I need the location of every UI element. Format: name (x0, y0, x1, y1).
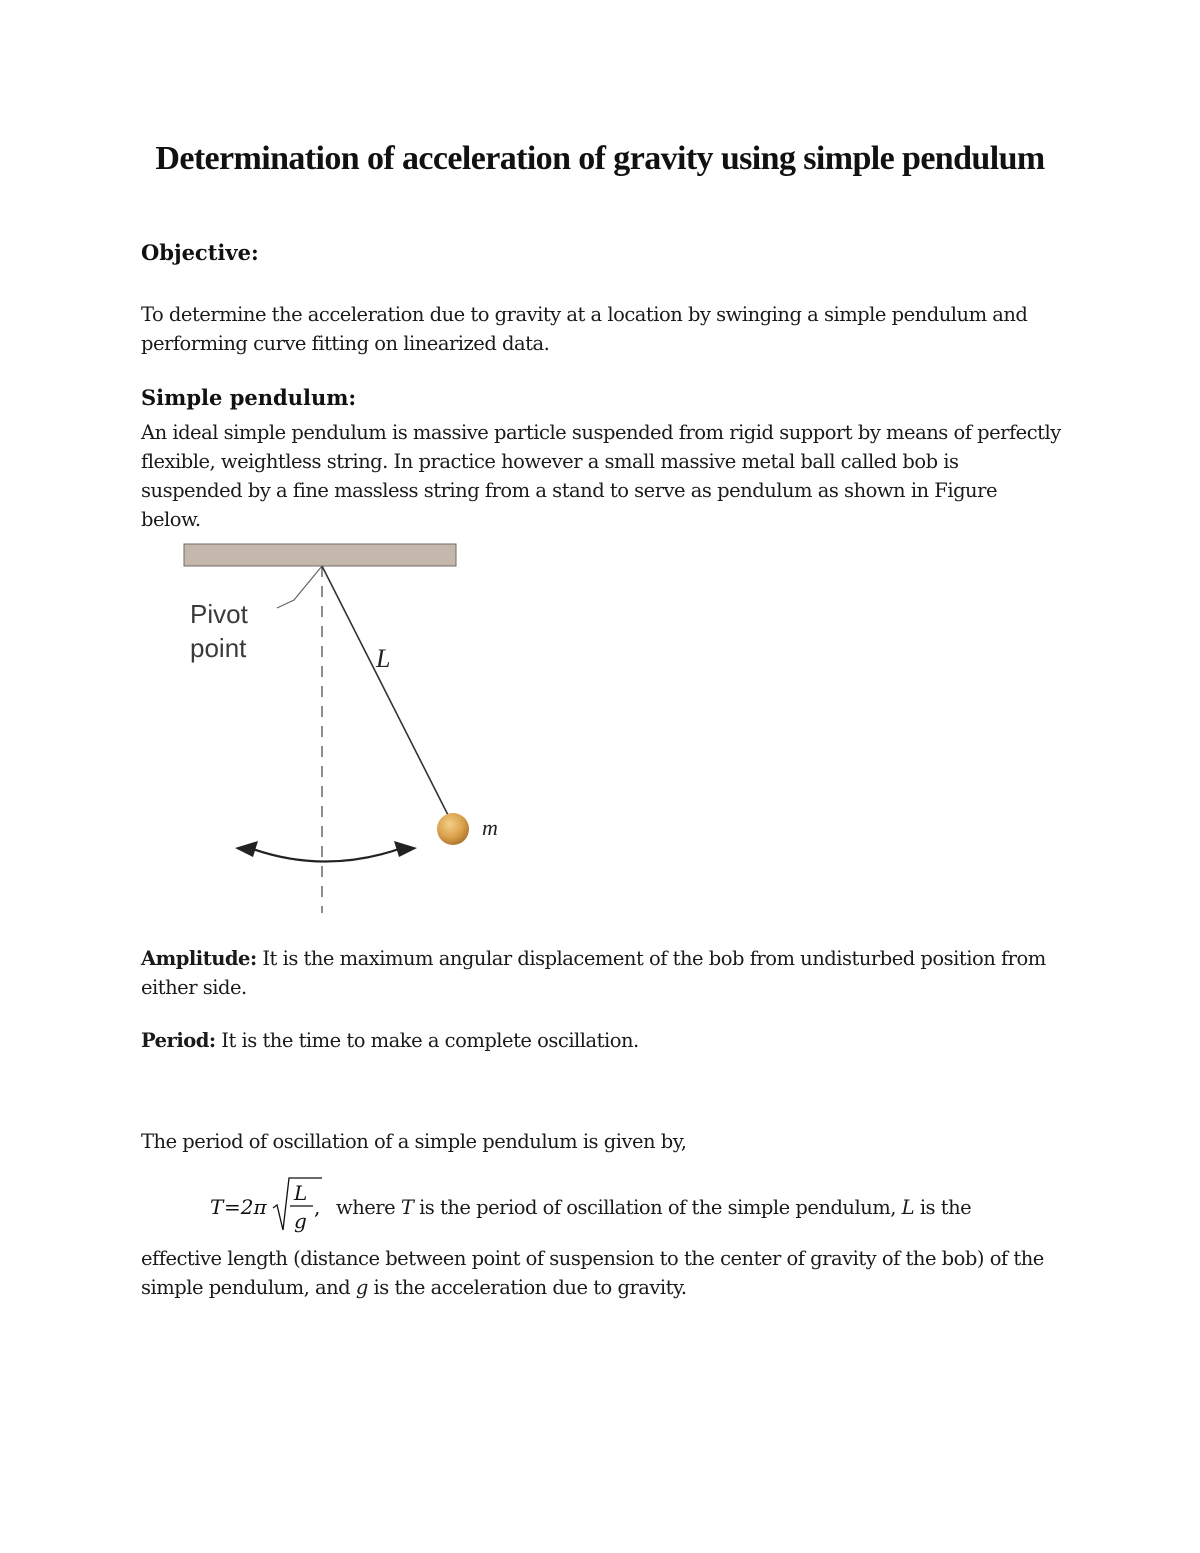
swing-arrow-left (235, 841, 258, 857)
closing-paragraph (141, 1244, 1061, 1302)
period-term: Period: (141, 1029, 216, 1052)
simple-pendulum-heading: Simple pendulum: (141, 385, 357, 410)
formula-comma: , (314, 1195, 321, 1219)
pendulum-bob (437, 813, 469, 845)
amplitude-paragraph (141, 944, 1061, 1002)
ceiling-support (184, 544, 456, 566)
formula-denominator: g (294, 1209, 307, 1233)
objective-text: To determine the acceleration due to gravity at a location by swinging a simple pendulum and performing curve fitting on linearized data. (141, 303, 1028, 355)
formula-eq: =2π (224, 1195, 267, 1219)
pivot-leader-line (277, 566, 322, 608)
formula-description (336, 1196, 971, 1219)
pendulum-figure (180, 535, 520, 920)
formula-desc-end: is the (914, 1196, 972, 1219)
objective-heading: Objective: (141, 240, 259, 265)
formula-lhs: T (210, 1195, 224, 1219)
amplitude-text: It is the maximum angular displacement of the bob from undisturbed position from either side. (141, 947, 1046, 999)
page-title: Determination of acceleration of gravity using simple pendulum (155, 140, 1045, 177)
pivot-label-line1: Pivot (190, 599, 248, 629)
simple-pendulum-text: An ideal simple pendulum is massive particle suspended from rigid support by means of perfectly flexible, weightless string. In practice however a small massive metal ball called bob is suspended by a fine massless string from a stand to serve as pendulum as shown in Figure below. (141, 421, 1061, 531)
swing-arc (250, 848, 402, 862)
closing-g: g (355, 1276, 368, 1299)
mass-label: m (482, 815, 498, 840)
formula-desc-where: where (336, 1196, 401, 1219)
amplitude-term: Amplitude: (141, 947, 257, 970)
pivot-label-line2: point (190, 633, 247, 663)
formula-numerator: L (294, 1181, 308, 1205)
closing-part2: is the acceleration due to gravity. (367, 1276, 687, 1299)
closing-part1: effective length (distance between point of suspension to the center of gravity of the bob) of the simple pendulum, and (141, 1247, 1044, 1299)
swing-arrow-right (394, 841, 417, 857)
formula-desc-mid: is the period of oscillation of the simple pendulum, (413, 1196, 902, 1219)
period-text: It is the time to make a complete oscillation. (215, 1029, 639, 1052)
length-label: L (376, 644, 391, 673)
period-intro: The period of oscillation of a simple pendulum is given by, (141, 1130, 687, 1153)
period-formula (210, 1172, 335, 1242)
period-paragraph (141, 1026, 1061, 1055)
pendulum-string (322, 566, 448, 815)
formula-desc-L: L (901, 1196, 915, 1219)
formula-desc-T: T (400, 1196, 414, 1219)
